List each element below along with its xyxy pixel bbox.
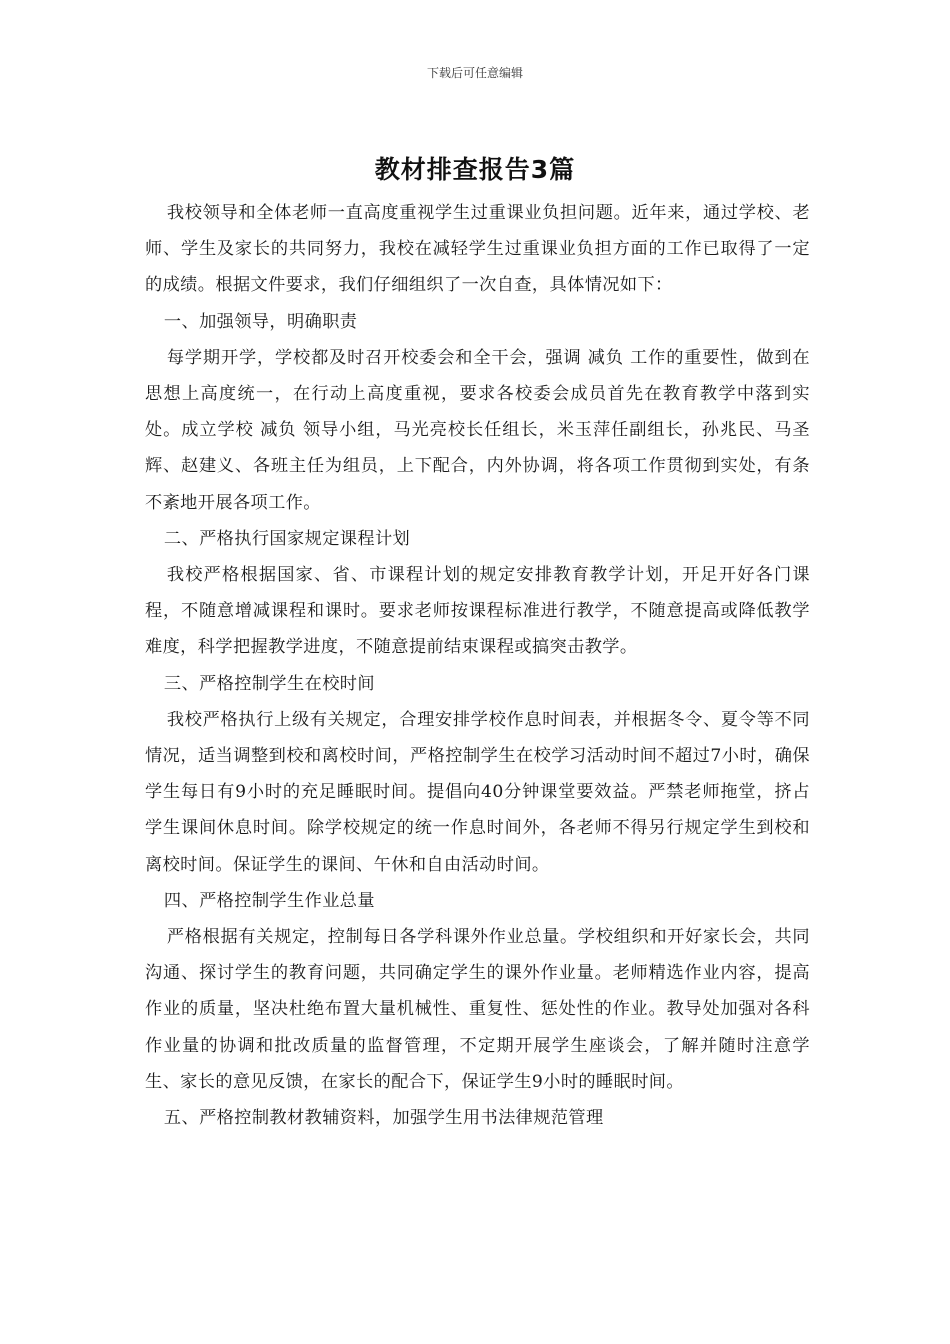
section-heading-1: 一、加强领导，明确职责 [163, 311, 358, 332]
section-paragraph-2: 我校严格根据国家、省、市课程计划的规定安排教育教学计划，开足开好各门课程，不随意增减课程和课时。要求老师按课程标准进行教学，不随意提高或降低教学难度，科学把握教学进度，不随意提前结束课程或搞突击教学。 [145, 565, 810, 658]
section-paragraph-3: 我校严格执行上级有关规定，合理安排学校作息时间表，并根据冬令、夏令等不同情况，适当调整到校和离校时间，严格控制学生在校学习活动时间不超过7小时，确保学生每日有9小时的充足睡眠时间。提倡向40分钟课堂要效益。严禁老师拖堂，挤占学生课间休息时间。除学校规定的统一作息时间外，各老师不得另行规定学生到校和离校时间。保证学生的课间、午休和自由活动时间。 [145, 709, 810, 875]
header-note: 下载后可任意编辑 [426, 66, 523, 80]
section-heading-5: 五、严格控制教材教辅资料，加强学生用书法律规范管理 [163, 1108, 604, 1129]
section-paragraph-4: 严格根据有关规定，控制每日各学科课外作业总量。学校组织和开好家长会，共同沟通、探讨学生的教育问题，共同确定学生的课外作业量。老师精选作业内容，提高作业的质量，坚决杜绝布置大量机械性、重复性、惩处性的作业。教导处加强对各科作业量的协调和批改质量的监督管理，不定期开展学生座谈会，了解并随时注意学生、家长的意见反馈，在家长的配合下，保证学生9小时的睡眠时间。 [145, 927, 810, 1092]
document-title: 教材排查报告3篇 [374, 155, 576, 184]
section-paragraph-1: 每学期开学，学校都及时召开校委会和全干会，强调 减负 工作的重要性，做到在思想上高度统一，在行动上高度重视，要求各校委会成员首先在教育教学中落到实处。成立学校 减负 领导小组，马光亮校长任组长，米玉萍任副组长，孙兆民、马圣辉、赵建义、各班主任为组员，上下配合，内外协调，将各项工作贯彻到实处，有条不紊地开展各项工作。 [145, 347, 810, 513]
section-heading-2: 二、严格执行国家规定课程计划 [163, 528, 411, 549]
section-heading-4: 四、严格控制学生作业总量 [163, 890, 375, 911]
section-heading-3: 三、严格控制学生在校时间 [163, 673, 375, 694]
intro-paragraph: 我校领导和全体老师一直高度重视学生过重课业负担问题。近年来，通过学校、老师、学生及家长的共同努力，我校在减轻学生过重课业负担方面的工作已取得了一定的成绩。根据文件要求，我们仔细组织了一次自查，具体情况如下： [145, 203, 810, 296]
document-body [145, 195, 810, 1136]
